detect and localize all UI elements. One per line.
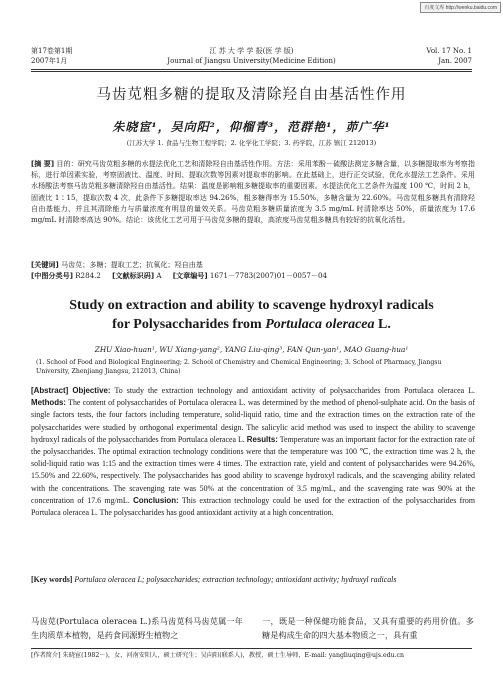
abstract-cn bbox=[31, 158, 475, 225]
keywords-cn-label: [关键词] bbox=[31, 260, 59, 269]
abstract-cn-label: [摘 要] bbox=[31, 159, 55, 168]
conclusion-label: Conclusion: bbox=[133, 495, 179, 505]
body-col-2: 一，既是一种保健功能食品，又具有重要的药用价值。多糖是构成生命的四大基本物质之一，具有重 bbox=[262, 616, 474, 640]
header-vol-en: Vol. 17 No. 1 bbox=[426, 47, 472, 55]
doc-code-label: [文献标识码] bbox=[112, 271, 155, 280]
watermark-stamp: 百度文库 http://wenku.baidu.com bbox=[420, 2, 501, 13]
doc-code-value: A bbox=[156, 271, 162, 280]
keywords-en-text: Portulaca oleracea L; polysaccharides; extraction technology; antioxidant activity; hydroxyl radicals bbox=[74, 575, 397, 584]
page-title: 马齿苋粗多糖的提取及清除羟自由基活性作用 bbox=[96, 87, 407, 103]
authors-en: ZHU Xiao-huan¹, WU Xiang-yang², YANG Liu-qing³, FAN Qun-yan¹, MAO Guang-hua¹ bbox=[94, 345, 409, 354]
header-date-en: Jan. 2007 bbox=[438, 57, 472, 65]
keywords-en-label: [Key words] bbox=[31, 575, 73, 584]
header-journal-cn: 江 苏 大 学 学 报(医 学 版) bbox=[209, 47, 294, 55]
header-rule bbox=[31, 69, 472, 70]
title-en bbox=[31, 296, 472, 334]
results-text: Temperature was an important factor for the extraction rate of the polysaccharides. The optimal extraction technology conditions were that the temperature was 100 ℃, the extraction time was 2 h, the solid-liquid ratio was 1:15 and the extraction times were 4 times. The extraction rate, yield and content of polysaccharides were 94.26%, 15.50% and 22.60%, respectively. The polysaccharides has good ability to scavenge hydroxyl radicals, and the scavenging ability related with the concentrations. The scavenging rate was 50% at the concentration of 3.5 mg/mL, and the scavenging rate was 90% at the concentration of 17.6 mg/mL. bbox=[31, 434, 476, 505]
title-en-line1: Study on extraction and ability to scavenge hydroxyl radicals bbox=[69, 298, 434, 313]
article-id-value: 1671－7783(2007)01－0057－04 bbox=[209, 271, 327, 280]
clc-label: [中图分类号] bbox=[31, 271, 73, 280]
abstract-en bbox=[31, 385, 475, 519]
conclusion-text: This extraction technology could be used for the extraction of the polysaccharides from Portulaca oleracea L. The polysaccharides has good antioxidant activity at a high concentration. bbox=[31, 495, 475, 518]
article-id-label: [文章编号] bbox=[172, 271, 208, 280]
header-journal-en: Journal of Jiangsu University(Medicine Edition) bbox=[167, 57, 336, 65]
keywords-cn-text: 马齿苋；多糖；提取工艺；抗氧化；羟自由基 bbox=[61, 260, 203, 269]
header-issue-en bbox=[426, 46, 472, 66]
header-rule-thin bbox=[31, 71, 472, 72]
body-col-1: 马齿苋(Portulaca oleracea L.)系马齿苋科马齿苋属一年生肉质草本植物，是药食同源野生植物之 bbox=[31, 616, 243, 640]
objective-label: Objective: bbox=[72, 386, 111, 395]
header-journal bbox=[31, 46, 472, 66]
header-date: 2007年1月 bbox=[31, 57, 68, 65]
keywords-en bbox=[31, 574, 475, 586]
species-name: Portulaca oleracea bbox=[265, 317, 375, 332]
authors-cn: 朱晓宦¹，吴向阳²，仰榴青³，范群艳¹，茆广华¹ bbox=[112, 120, 391, 134]
methods-text: The content of polysaccharides of Portulaca oleracea L. was determined by the method of phenol-sulphate acid. On the basis of single factors tests, the four factors including temperature, solid-liquid ratio, time and the extraction times on the extraction rate of the polysaccharides were studied by orthogonal experimental design. The salicylic acid method was used to inspect the ability to scavenge hydroxyl radicals of the polysaccharides from Portulaca oleracea L. bbox=[31, 398, 475, 444]
clc-value: R284.2 bbox=[75, 271, 101, 280]
abstract-cn-text: 目的：研究马齿苋粗多糖的水提法优化工艺和清除羟自由基活性作用。方法：采用苯酚－硫酸法测定多糖含量，以多糖提取率为考察指标，进行单因素实验，考察固液比、温度、时间、提取次数等因素对提取率的影响。在此基础上，进行正交试验，优化水提法工艺条件。采用水杨酸法考察马齿苋粗多糖清除羟自由基活性。结果：温度是影响粗多糖提取率的重要因素。水提法优化工艺条件为温度 100 ℃，时间 2 h，固液比 1∶15，提取次数 4 次，此条件下多糖提取率达 94.26%，粗多糖得率为 15.50%，多糖含量为 22.60%。马齿苋粗多糖具有清除羟自由基能力，并且其清除能力与质量浓度有明显的量效关系。马齿苋粗多糖质量浓度为 3.5 mg/mL 时清除率达 50%，质量浓度为 17.6 mg/mL 时清除率高达 90%。结论：该优化工艺可用于马齿苋多糖的提取，高浓度马齿苋粗多糖具有较好的抗氧化活性。 bbox=[31, 159, 475, 225]
affiliation-en: (1. School of Food and Biological Engineering; 2. School of Chemistry and Chemical Engineering; 3. School of Pharmacy, Jiangsu University, Zhenjiang Jiangsu, 212013, China) bbox=[36, 359, 442, 375]
affiliation-cn: (江苏大学 1. 食品与生物工程学院；2. 化学化工学院；3. 药学院，江苏 镇江 212013) bbox=[126, 139, 377, 147]
keywords-block-cn bbox=[31, 259, 475, 281]
footnote-rule bbox=[31, 648, 472, 649]
author-footnote: [作者简介] 朱晓宦(1982－)，女，河南安阳人，硕士研究生；吴向阳(联系人)，教授，硕士生导师，E-mail: yangliuqing@ujs.edu.cn bbox=[31, 652, 405, 659]
results-label: Results: bbox=[246, 434, 278, 444]
methods-label: Methods: bbox=[31, 398, 67, 408]
abstract-en-label: [Abstract] bbox=[31, 386, 69, 395]
objective-text: To study the extraction technology and antioxidant activity of polysaccharides from Portulaca oleracea L. bbox=[110, 386, 475, 395]
title-en-line2: for Polysaccharides from Portulaca oleracea L. bbox=[112, 317, 391, 332]
header-volume: 第17卷第1期 bbox=[31, 47, 73, 55]
